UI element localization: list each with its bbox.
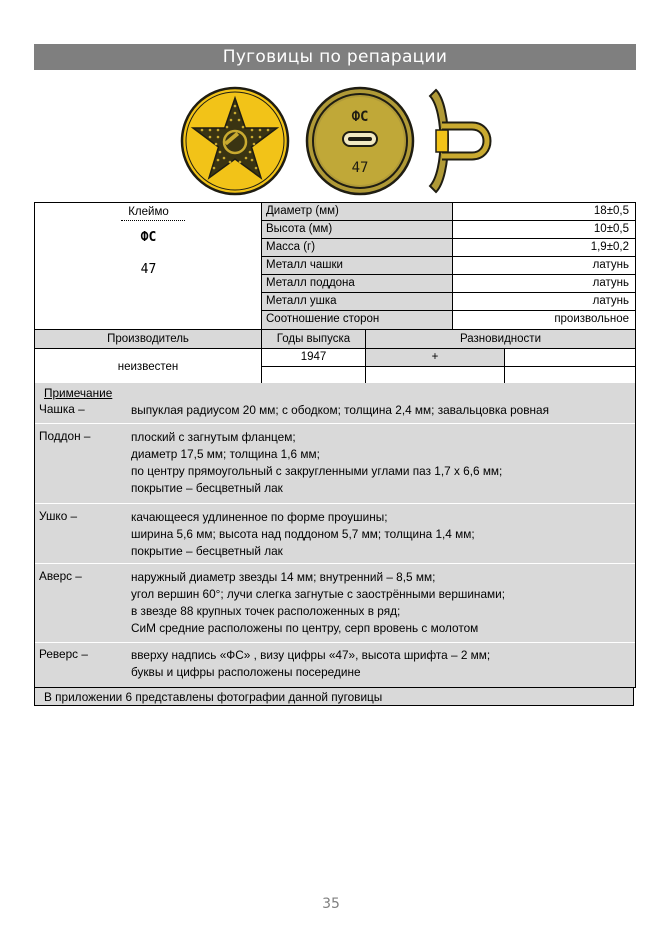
note-text: выпуклая радиусом 20 мм; с ободком; толщина 2,4 мм; завальцовка ровная xyxy=(131,403,549,417)
page-title: Пуговицы по репарации xyxy=(34,44,636,70)
note-text: в звезде 88 крупных точек расположенных в ряд; xyxy=(131,604,401,618)
appendix-note-text: В приложении 6 представлены фотографии данной пуговицы xyxy=(44,690,383,704)
spec-label: Металл поддона xyxy=(262,275,453,293)
stamp-line2: 47 xyxy=(140,262,157,277)
note-text: диаметр 17,5 мм; толщина 1,6 мм; xyxy=(131,447,320,461)
notes-section xyxy=(34,383,636,688)
spec-label: Металл чашки xyxy=(262,257,453,275)
note-label: Аверс – xyxy=(39,569,82,583)
note-text: ширина 5,6 мм; высота над поддоном 5,7 мм; толщина 1,4 мм; xyxy=(131,527,475,541)
header-variants: Разновидности xyxy=(366,330,635,349)
spec-value: произвольное xyxy=(453,311,635,330)
appendix-note xyxy=(34,687,634,706)
spec-label: Диаметр (мм) xyxy=(262,203,453,221)
note-text: по центру прямоугольный с закругленными углами паз 1,7 х 6,6 мм; xyxy=(131,464,503,478)
spec-value: 18±0,5 xyxy=(453,203,635,221)
note-text: СиМ средние расположены по центру, серп вровень с молотом xyxy=(131,621,479,635)
back-stamp-bottom: 47 xyxy=(351,160,369,176)
note-text: вверху надпись «ФС» , визу цифры «47», высота шрифта – 2 мм; xyxy=(131,648,491,662)
note-text: буквы и цифры расположены посередине xyxy=(131,665,361,679)
note-text: покрытие – бесцветный лак xyxy=(131,481,283,495)
notes-title: Примечание xyxy=(44,386,113,400)
note-text: покрытие – бесцветный лак xyxy=(131,544,283,558)
stamp-line1: ФС xyxy=(140,230,157,245)
note-text: качающееся удлиненное по форме проушины; xyxy=(131,510,388,524)
spec-label: Высота (мм) xyxy=(262,221,453,239)
spec-value: 10±0,5 xyxy=(453,221,635,239)
spec-value: латунь xyxy=(453,293,635,311)
button-front-illustration xyxy=(180,86,290,196)
note-label: Поддон – xyxy=(39,429,91,443)
spec-value: латунь xyxy=(453,275,635,293)
note-label: Реверс – xyxy=(39,647,88,661)
spec-label: Металл ушка xyxy=(262,293,453,311)
note-label: Чашка – xyxy=(39,402,85,416)
variant-empty xyxy=(505,349,635,367)
header-maker: Производитель xyxy=(35,330,262,349)
header-years: Годы выпуска xyxy=(262,330,366,349)
note-text: наружный диаметр звезды 14 мм; внутренний – 8,5 мм; xyxy=(131,570,436,584)
stamp-label: Клеймо xyxy=(128,206,169,218)
button-back-illustration xyxy=(305,86,415,196)
spec-label: Масса (г) xyxy=(262,239,453,257)
button-side-illustration xyxy=(422,86,494,196)
note-text: плоский с загнутым фланцем; xyxy=(131,430,296,444)
maker-value: неизвестен xyxy=(35,349,262,385)
stamp-cell xyxy=(35,203,262,330)
note-label: Ушко – xyxy=(39,509,78,523)
back-stamp-top: ФС xyxy=(351,109,369,125)
variant-mark: + xyxy=(366,349,505,367)
spec-value: латунь xyxy=(453,257,635,275)
page-number: 35 xyxy=(322,896,340,912)
note-text: угол вершин 60°; лучи слегка загнутые с заострёнными вершинами; xyxy=(131,587,505,601)
years-value: 1947 xyxy=(262,349,366,367)
spec-value: 1,9±0,2 xyxy=(453,239,635,257)
spec-label: Соотношение сторон xyxy=(262,311,453,330)
